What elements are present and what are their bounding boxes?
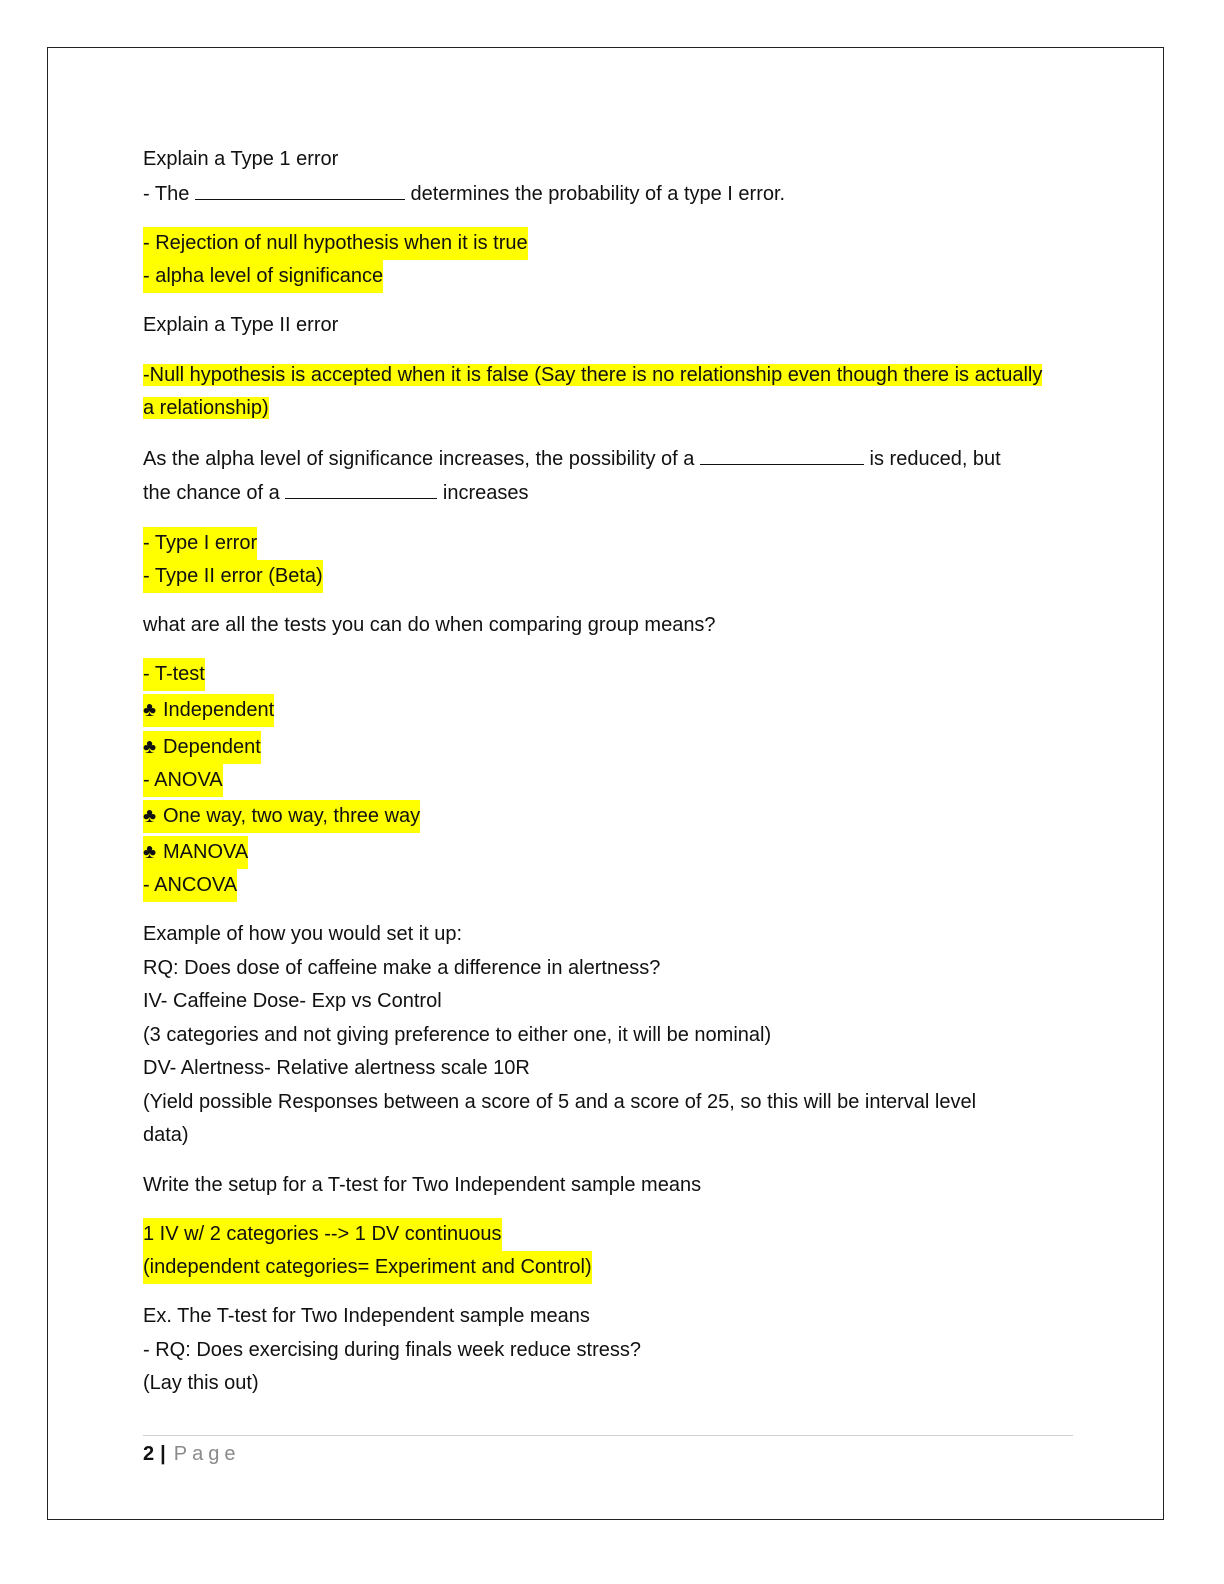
answer-test-list bbox=[143, 658, 1073, 902]
list-item: - T-test bbox=[143, 658, 205, 691]
highlighted-answer: -Null hypothesis is accepted when it is false (Say there is no relationship even though there is actually a relationship) bbox=[143, 363, 1043, 419]
question-title: what are all the tests you can do when comparing group means? bbox=[143, 613, 716, 636]
question-type2-error bbox=[143, 309, 1073, 343]
blank-line bbox=[285, 476, 437, 499]
text-line: (Yield possible Responses between a score of 5 and a score of 25, so this will be interval level bbox=[143, 1090, 977, 1113]
list-item: ♣ One way, two way, three way bbox=[143, 800, 420, 833]
example-exercise bbox=[143, 1300, 1073, 1401]
list-item: - ANCOVA bbox=[143, 869, 237, 902]
fill-in-sentence: As the alpha level of significance increases, the possibility of a is reduced, but bbox=[143, 442, 1073, 477]
text-line: Ex. The T-test for Two Independent sample means bbox=[143, 1305, 590, 1327]
question-group-means bbox=[143, 609, 1073, 643]
page-footer bbox=[143, 1440, 240, 1468]
question-ttest-setup bbox=[143, 1169, 1073, 1203]
question-alpha-level bbox=[143, 442, 1073, 511]
text-line: Example of how you would set it up: bbox=[143, 923, 463, 945]
blank-line bbox=[195, 177, 405, 200]
text-line: - RQ: Does exercising during finals week reduce stress? bbox=[143, 1338, 641, 1361]
question-title: Write the setup for a T-test for Two Independent sample means bbox=[143, 1173, 702, 1196]
highlighted-answer: - alpha level of significance bbox=[143, 260, 383, 293]
text-line: data) bbox=[143, 1124, 189, 1146]
highlighted-answer: - Type II error (Beta) bbox=[143, 560, 323, 593]
list-item: - ANOVA bbox=[143, 764, 223, 797]
example-setup bbox=[143, 918, 1073, 1153]
text-line: (3 categories and not giving preference to either one, it will be nominal) bbox=[143, 1023, 772, 1046]
list-item: ♣ Dependent bbox=[143, 731, 261, 764]
answer-type1-error bbox=[143, 227, 1073, 293]
question-title: Explain a Type II error bbox=[143, 314, 339, 336]
highlighted-answer: - Type I error bbox=[143, 527, 257, 560]
page-number: 2 bbox=[143, 1443, 155, 1465]
question-title: Explain a Type 1 error bbox=[143, 148, 339, 170]
text-line: IV- Caffeine Dose- Exp vs Control bbox=[143, 990, 442, 1012]
document-body bbox=[143, 143, 1073, 1417]
list-item: ♣ MANOVA bbox=[143, 836, 248, 869]
club-bullet-icon: ♣ bbox=[143, 699, 157, 721]
answer-ttest-setup bbox=[143, 1218, 1073, 1284]
answer-type2-error bbox=[143, 359, 1043, 426]
blank-line bbox=[700, 442, 864, 465]
highlighted-answer: 1 IV w/ 2 categories --> 1 DV continuous bbox=[143, 1218, 502, 1251]
club-bullet-icon: ♣ bbox=[143, 805, 157, 827]
footer-rule bbox=[143, 1435, 1073, 1436]
highlighted-answer: (independent categories= Experiment and Control) bbox=[143, 1251, 592, 1284]
page-label: Page bbox=[173, 1443, 241, 1465]
text-line: RQ: Does dose of caffeine make a difference in alertness? bbox=[143, 956, 661, 979]
club-bullet-icon: ♣ bbox=[143, 736, 157, 758]
club-bullet-icon: ♣ bbox=[143, 841, 157, 863]
text-line: DV- Alertness- Relative alertness scale 10R bbox=[143, 1057, 530, 1079]
fill-in-sentence: the chance of a increases bbox=[143, 476, 1073, 511]
answer-alpha-level bbox=[143, 527, 1073, 593]
text-line: (Lay this out) bbox=[143, 1372, 259, 1394]
highlighted-answer: - Rejection of null hypothesis when it is true bbox=[143, 227, 528, 260]
question-type1-error bbox=[143, 143, 1073, 211]
list-item: ♣ Independent bbox=[143, 694, 274, 727]
footer-separator: | bbox=[160, 1443, 166, 1465]
fill-in-sentence: - The determines the probability of a type I error. bbox=[143, 177, 1073, 212]
